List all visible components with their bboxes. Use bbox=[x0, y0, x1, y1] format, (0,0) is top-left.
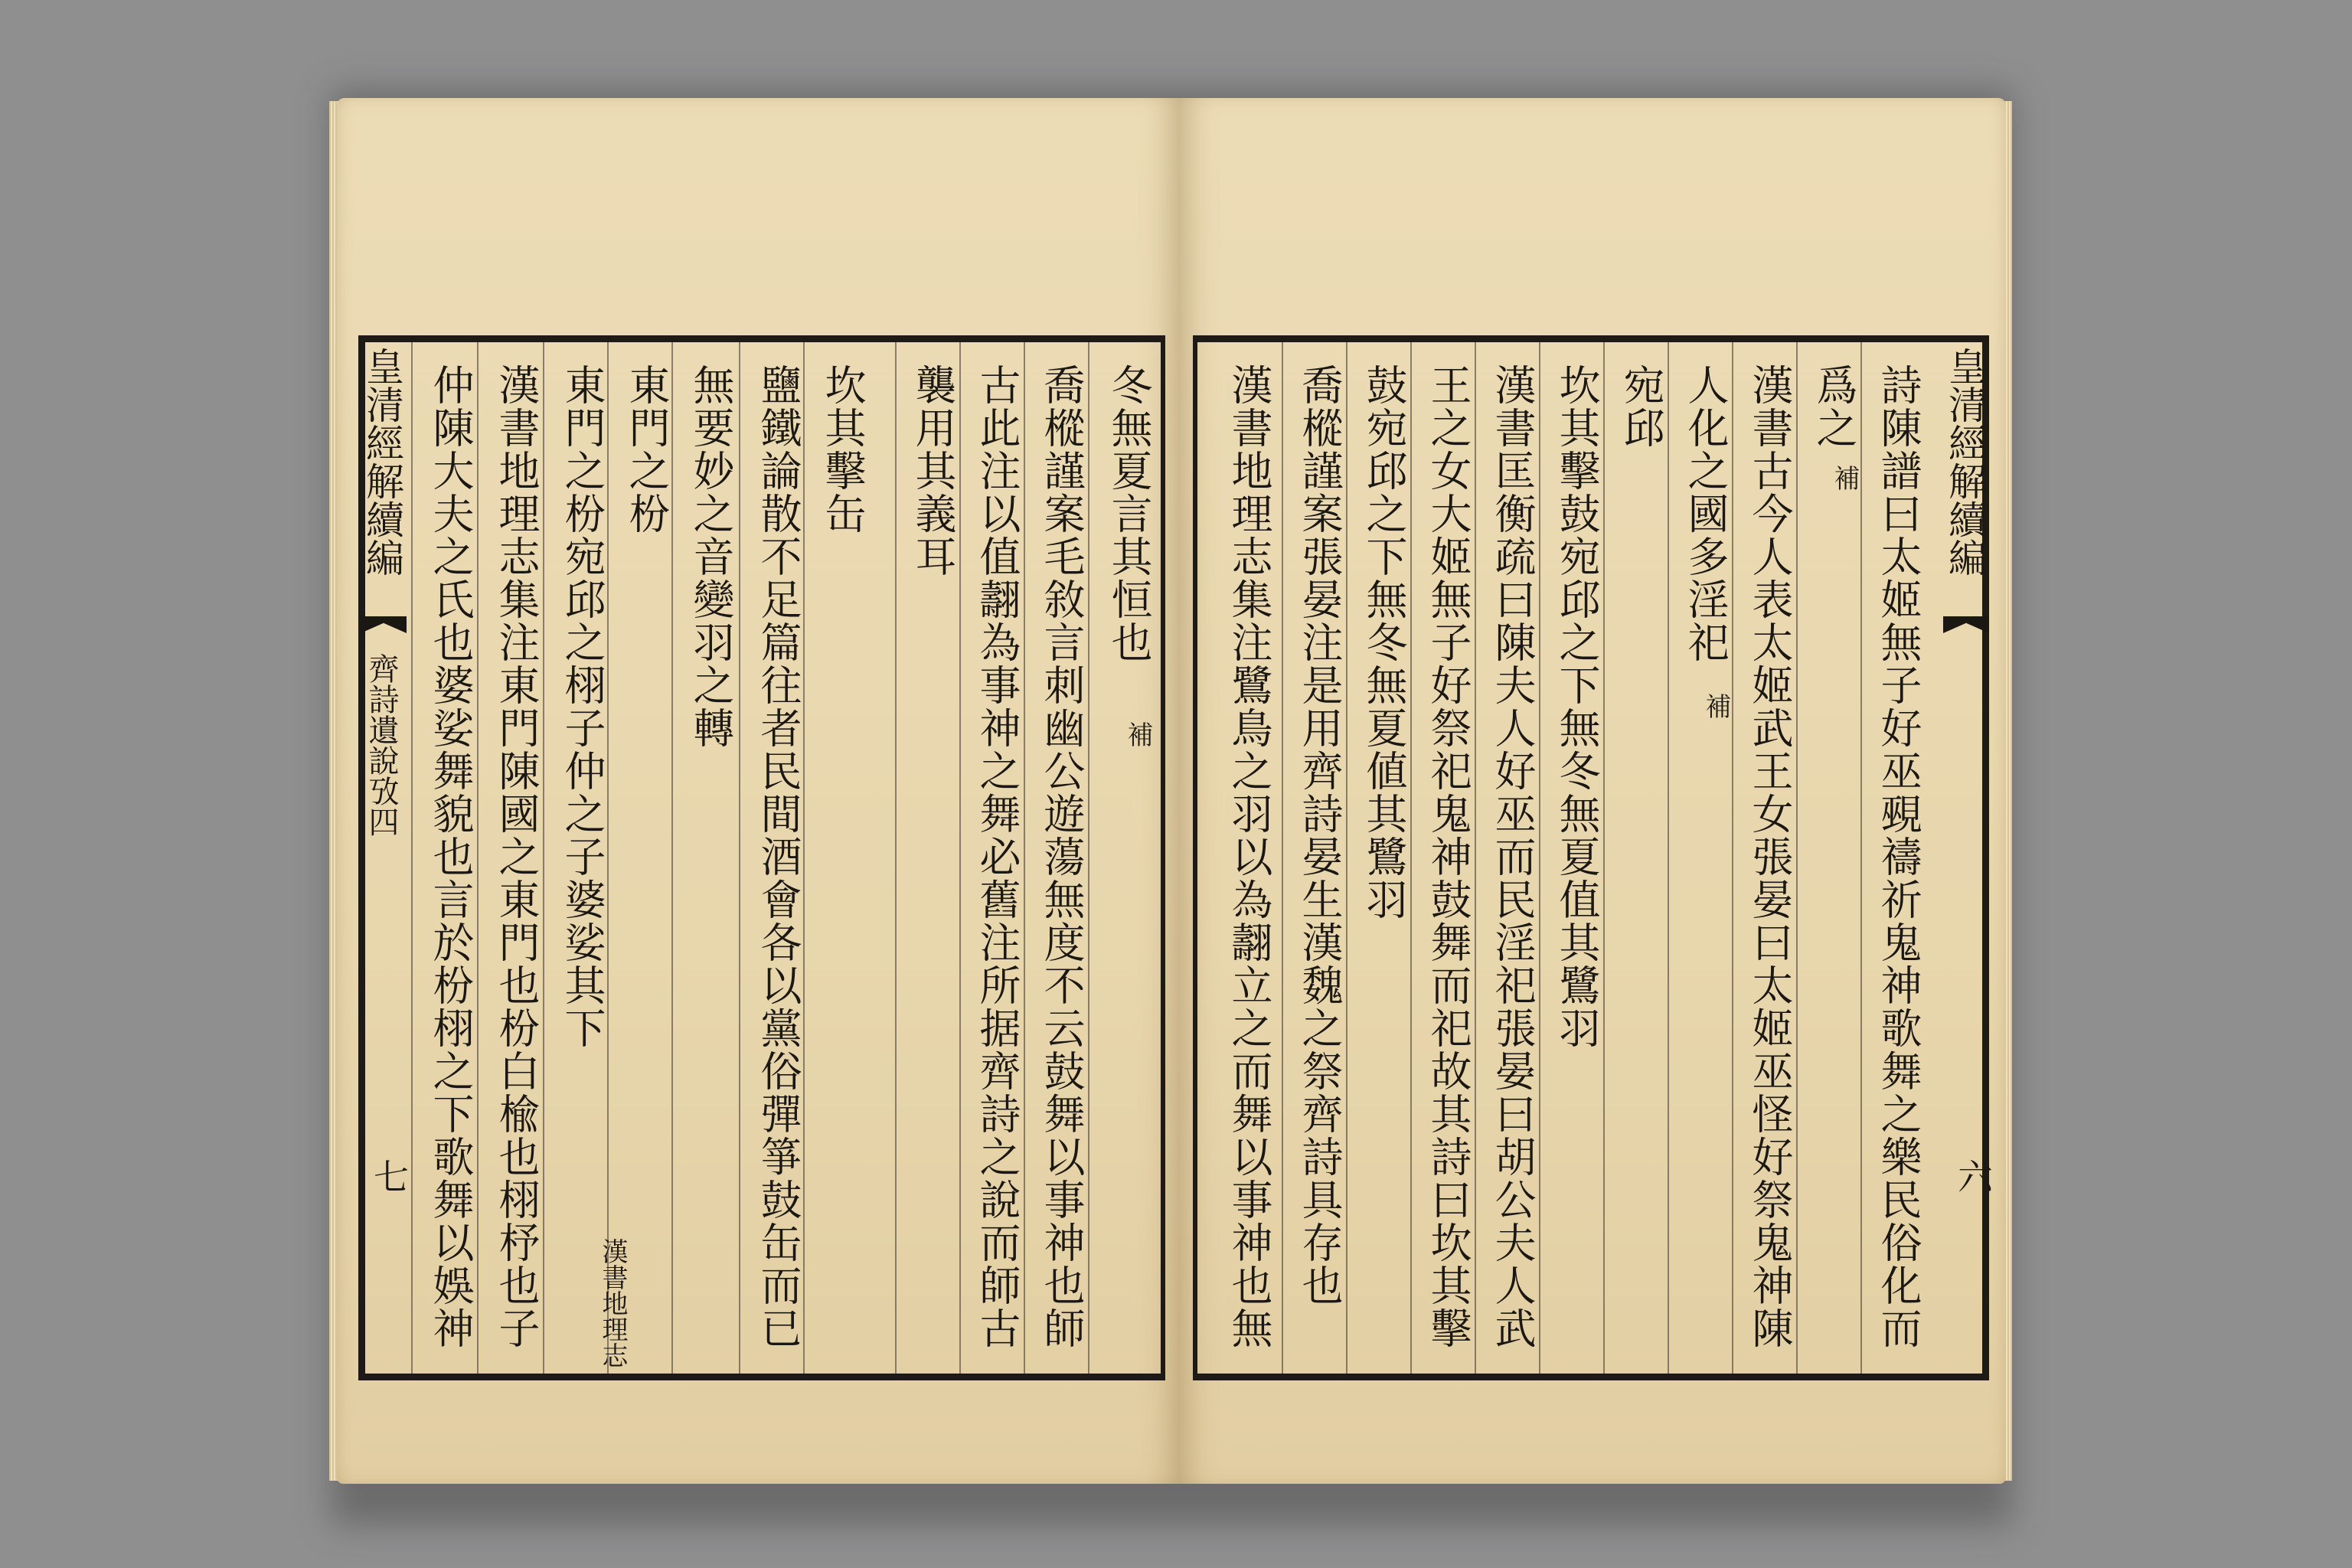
text-column: 古此注以值翿為事神之舞必舊注所据齊詩之說而師古 bbox=[973, 364, 1021, 1350]
text-column: 仲陳大夫之氏也婆娑舞貌也言於枌栩之下歌舞以娛神 bbox=[426, 364, 475, 1350]
left-margin-strip bbox=[354, 347, 411, 1373]
text-column: 漢書地理志集注東門陳國之東門也枌白楡也栩杼也子 bbox=[492, 364, 541, 1350]
column-rule bbox=[411, 342, 413, 1374]
chapter-title: 齊詩遺說攷四 bbox=[364, 653, 399, 837]
text-column: 無要妙之音變羽之轉 bbox=[687, 364, 735, 750]
text-column: 漢書地理志集注鷺鳥之羽以為翿立之而舞以事神也無 bbox=[1225, 364, 1273, 1350]
column-rule bbox=[1282, 342, 1283, 1374]
column-rule bbox=[1732, 342, 1733, 1374]
column-rule bbox=[803, 342, 805, 1374]
column-rule bbox=[1410, 342, 1412, 1374]
column-rule bbox=[477, 342, 479, 1374]
column-rule bbox=[1603, 342, 1605, 1374]
text-column: 坎其擊缶 bbox=[818, 364, 867, 535]
text-column: 王之女大姬無子好祭祀鬼神鼓舞而祀故其詩曰坎其擊 bbox=[1424, 364, 1472, 1350]
column-rule bbox=[1668, 342, 1669, 1374]
text-column: 冬無夏言其恒也 bbox=[1105, 364, 1153, 664]
text-column: 詩陳譜曰太姬無子好巫覡禱祈鬼神歌舞之樂民俗化而 bbox=[1874, 364, 1922, 1350]
text-column: 東門之枌宛邱之栩子仲之子婆娑其下 bbox=[558, 364, 606, 1050]
annotation-note: 補 bbox=[1829, 465, 1860, 491]
column-rule bbox=[543, 342, 544, 1374]
fishtail-mark bbox=[361, 616, 407, 633]
text-column: 爲之 bbox=[1810, 364, 1858, 449]
column-rule bbox=[1796, 342, 1798, 1374]
text-column: 喬樅謹案毛敘言刺幽公遊蕩無度不云鼓舞以事神也師 bbox=[1037, 364, 1086, 1350]
right-margin-strip bbox=[1937, 347, 1994, 1373]
column-rule bbox=[671, 342, 673, 1374]
text-column: 漢書匡衡疏曰陳夫人好巫而民淫祀張晏曰胡公夫人武 bbox=[1488, 364, 1537, 1350]
column-rule bbox=[959, 342, 961, 1374]
column-rule bbox=[1088, 342, 1089, 1374]
column-rule bbox=[1024, 342, 1025, 1374]
column-rule bbox=[607, 342, 609, 1374]
folio-number: 六 bbox=[1952, 1158, 1994, 1194]
text-column: 東門之枌 bbox=[622, 364, 671, 535]
text-column: 漢書古今人表太姬武王女張晏曰太姬巫怪好祭鬼神陳 bbox=[1746, 364, 1794, 1350]
text-column: 喬樅謹案張晏注是用齊詩晏生漢魏之祭齊詩具存也 bbox=[1295, 364, 1344, 1307]
text-column: 鹽鐵論散不足篇往者民間酒會各以黨俗彈箏鼓缶而已 bbox=[754, 364, 802, 1350]
annotation-note: 漢書地理志 bbox=[597, 1238, 628, 1368]
column-rule bbox=[1346, 342, 1348, 1374]
column-rule bbox=[895, 342, 897, 1374]
annotation-note: 補 bbox=[1122, 721, 1153, 747]
column-rule bbox=[1475, 342, 1476, 1374]
folio-number: 七 bbox=[368, 1158, 410, 1194]
left-text-frame bbox=[358, 335, 1165, 1380]
column-rule bbox=[1539, 342, 1540, 1374]
book-title: 皇清經解續編 bbox=[1942, 347, 1987, 577]
column-rule bbox=[739, 342, 740, 1374]
text-column: 人化之國多淫祀 bbox=[1681, 364, 1730, 664]
column-rule bbox=[1860, 342, 1862, 1374]
book-title: 皇清經解續編 bbox=[360, 347, 404, 577]
annotation-note: 補 bbox=[1700, 693, 1731, 719]
fishtail-mark bbox=[1943, 616, 1989, 633]
text-column: 坎其擊鼓宛邱之下無冬無夏值其鷺羽 bbox=[1553, 364, 1601, 1050]
right-text-frame bbox=[1193, 335, 1994, 1380]
text-column: 宛邱 bbox=[1617, 364, 1665, 449]
text-column: 襲用其義耳 bbox=[909, 364, 957, 578]
text-column: 鼓宛邱之下無冬無夏値其鷺羽 bbox=[1360, 364, 1408, 921]
